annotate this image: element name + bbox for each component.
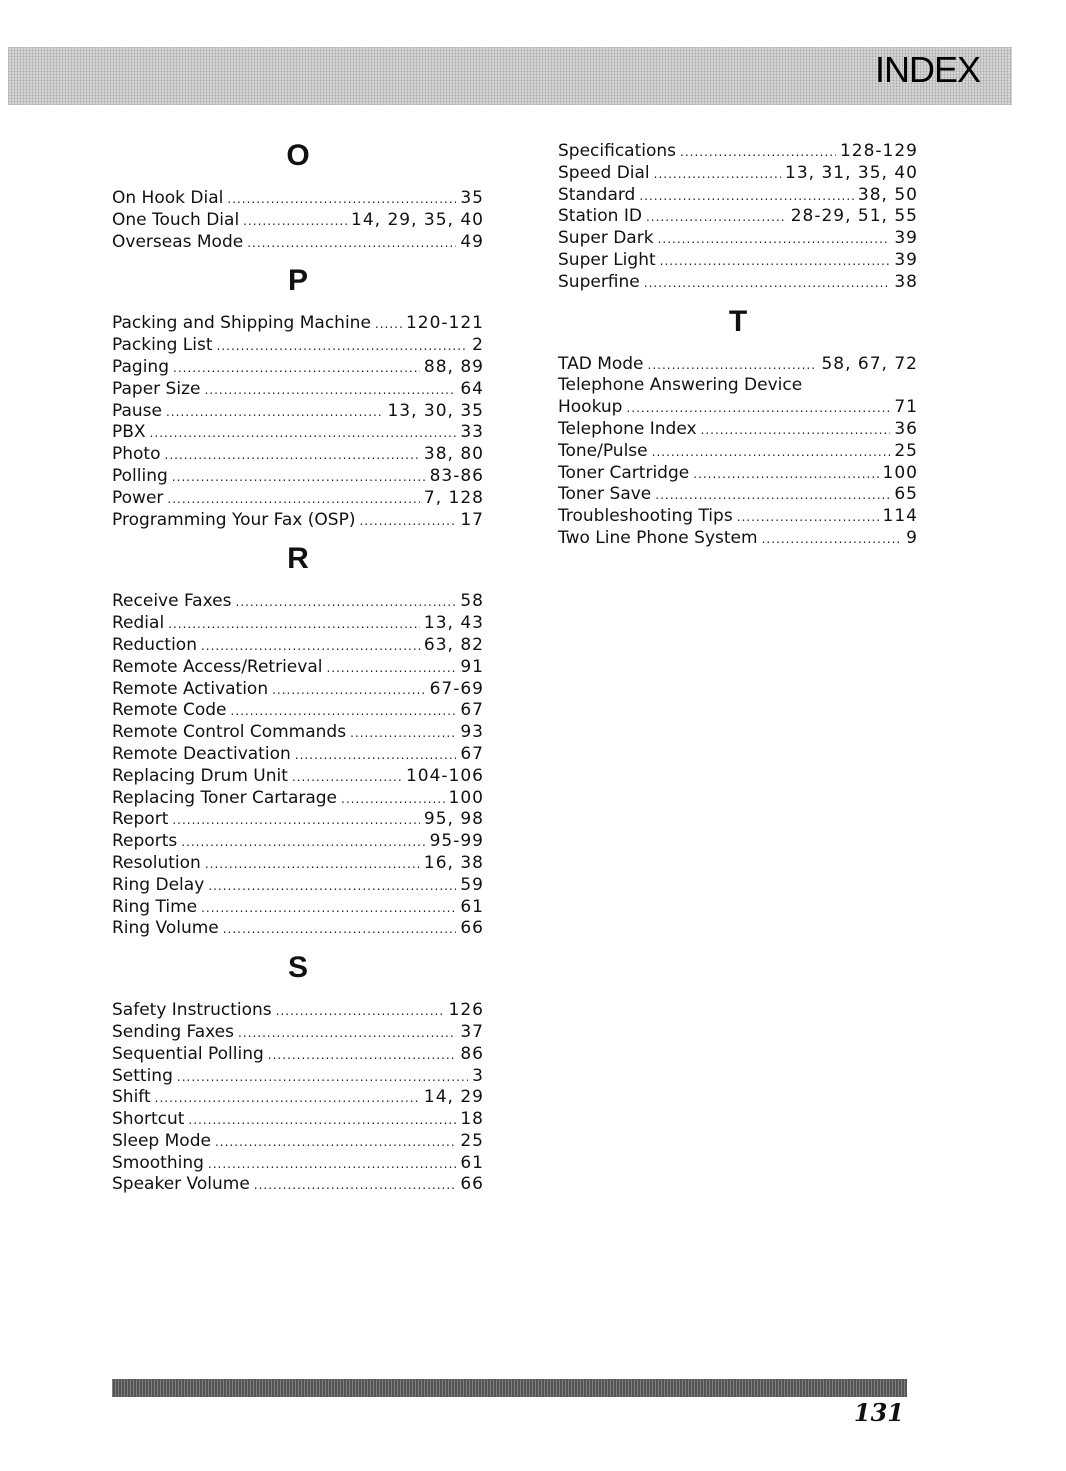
entry-pages: 39 <box>894 249 918 270</box>
index-entry <box>558 354 918 376</box>
entry-term: Polling <box>112 465 168 486</box>
dot-leader <box>238 1023 456 1045</box>
index-entry <box>558 163 918 185</box>
index-entry <box>112 1109 484 1131</box>
entry-pages: 35 <box>460 188 484 208</box>
index-entry <box>558 272 918 294</box>
index-entry <box>112 379 484 401</box>
entry-pages: 36 <box>894 418 918 439</box>
index-entry <box>558 397 918 419</box>
dot-leader <box>254 1175 457 1197</box>
dot-leader <box>359 511 456 533</box>
entry-term: Telephone Index <box>558 418 697 439</box>
index-entry <box>112 188 484 210</box>
entry-pages: 14, 29, 35, 40 <box>351 209 484 230</box>
dot-leader <box>350 723 456 745</box>
entry-term: Toner Cartridge <box>558 462 690 483</box>
index-entry <box>558 228 918 250</box>
entry-pages: 100 <box>448 787 484 808</box>
dot-leader <box>208 1154 456 1176</box>
index-entry <box>112 232 484 254</box>
index-entry <box>112 401 484 423</box>
dot-leader <box>326 658 456 680</box>
dot-leader <box>205 854 420 876</box>
header-bar <box>8 47 1012 105</box>
index-section <box>112 134 484 253</box>
index-column-left <box>112 134 484 1202</box>
entry-term: Super Light <box>558 249 656 270</box>
entry-term: Standard <box>558 184 636 205</box>
dot-leader <box>167 489 420 511</box>
index-entry <box>112 422 484 444</box>
dot-leader <box>272 680 425 702</box>
index-entry <box>112 722 484 744</box>
index-entry <box>112 1066 484 1088</box>
entry-term: On Hook Dial <box>112 188 224 208</box>
index-entry <box>112 788 484 810</box>
entry-term: Remote Activation <box>112 678 269 699</box>
entry-pages: 13, 43 <box>423 613 484 634</box>
index-entry <box>112 1153 484 1175</box>
index-title: INDEX <box>874 49 980 90</box>
entry-term: One Touch Dial <box>112 209 240 230</box>
index-entry <box>112 897 484 919</box>
entry-pages: 65 <box>894 484 918 505</box>
dot-leader <box>626 398 890 420</box>
entry-term: Paper Size <box>112 378 201 399</box>
index-entry <box>112 700 484 722</box>
index-entry <box>558 506 918 528</box>
entry-term: Overseas Mode <box>112 231 244 252</box>
entry-pages: 67-69 <box>429 678 484 699</box>
index-entry <box>558 206 918 228</box>
index-entry <box>112 744 484 766</box>
index-entry <box>558 419 918 441</box>
section-letter: T <box>728 304 748 338</box>
index-section <box>112 946 484 1196</box>
entry-pages: 104-106 <box>405 765 484 786</box>
index-entry <box>112 657 484 679</box>
entry-term: Station ID <box>558 206 642 227</box>
entry-pages: 63, 82 <box>423 634 484 655</box>
dot-leader <box>375 314 402 336</box>
entry-term: Replacing Toner Cartarage <box>112 787 338 808</box>
dot-leader <box>341 789 445 811</box>
entry-term: Telephone Answering Device <box>558 375 803 396</box>
entry-term: PBX <box>112 422 146 443</box>
entry-pages: 13, 31, 35, 40 <box>785 162 918 183</box>
index-entry <box>558 484 918 506</box>
dot-leader <box>165 445 420 467</box>
entry-term: Toner Save <box>558 484 652 505</box>
dot-leader <box>268 1045 457 1067</box>
entry-pages: 7, 128 <box>423 487 484 508</box>
index-entry <box>558 463 918 485</box>
entry-term: Packing and Shipping Machine <box>112 313 371 334</box>
dot-leader <box>658 229 891 251</box>
entry-term: Smoothing <box>112 1152 204 1173</box>
entry-pages: 59 <box>460 874 484 895</box>
entry-pages: 9 <box>906 527 918 548</box>
entry-term: Remote Access/Retrieval <box>112 656 323 677</box>
entry-pages: 38, 50 <box>857 184 918 205</box>
index-entry <box>112 613 484 635</box>
index-section <box>112 259 484 531</box>
entry-term: Redial <box>112 613 165 634</box>
entry-pages: 25 <box>460 1130 484 1151</box>
index-entry <box>112 488 484 510</box>
index-entry <box>558 250 918 272</box>
index-section <box>558 141 918 294</box>
index-entry <box>112 918 484 940</box>
index-entry <box>112 210 484 232</box>
entry-pages: 13, 30, 35 <box>387 400 484 421</box>
dot-leader <box>208 876 456 898</box>
entry-pages: 33 <box>460 422 484 443</box>
dot-leader <box>173 358 420 380</box>
entry-pages: 2 <box>472 335 484 356</box>
footer-bar <box>112 1379 907 1397</box>
dot-leader <box>737 507 879 529</box>
entry-pages: 38 <box>894 271 918 292</box>
entry-pages: 100 <box>882 462 918 483</box>
index-entry <box>112 591 484 613</box>
entry-term: Resolution <box>112 852 201 873</box>
dot-leader <box>217 336 469 358</box>
entry-pages: 128-129 <box>839 141 918 161</box>
index-column-right <box>558 141 918 556</box>
entry-term: Power <box>112 487 164 508</box>
entry-term: Two Line Phone System <box>558 527 758 548</box>
dot-leader <box>243 211 347 233</box>
entry-term: Paging <box>112 356 169 377</box>
entry-term: Superfine <box>558 271 640 292</box>
entry-term: Tone/Pulse <box>558 440 648 461</box>
index-entry <box>558 141 918 163</box>
entry-term: Specifications <box>558 141 677 161</box>
entry-pages: 28-29, 51, 55 <box>790 206 918 227</box>
entry-pages: 83-86 <box>429 465 484 486</box>
dot-leader <box>166 402 383 424</box>
index-entry <box>112 1000 484 1022</box>
entry-pages: 95-99 <box>429 831 484 852</box>
entry-term: Reports <box>112 831 178 852</box>
dot-leader <box>693 464 878 486</box>
dot-leader <box>639 186 854 208</box>
entry-term: Speaker Volume <box>112 1174 250 1195</box>
entry-pages: 66 <box>460 1174 484 1195</box>
entry-pages: 95, 98 <box>423 809 484 830</box>
entry-pages: 126 <box>448 1000 484 1021</box>
entry-pages: 71 <box>894 397 918 418</box>
entry-pages: 93 <box>460 722 484 743</box>
dot-leader <box>646 207 787 229</box>
dot-leader <box>201 898 456 920</box>
page-number: 131 <box>853 1398 904 1427</box>
dot-leader <box>701 420 891 442</box>
entry-pages: 88, 89 <box>423 356 484 377</box>
index-entry <box>112 831 484 853</box>
entry-pages: 86 <box>460 1043 484 1064</box>
entry-pages: 91 <box>460 656 484 677</box>
entry-pages: 38, 80 <box>423 444 484 465</box>
dot-leader <box>215 1132 456 1154</box>
entry-term: Remote Control Commands <box>112 722 347 743</box>
entry-pages: 3 <box>472 1065 484 1086</box>
dot-leader <box>247 233 456 255</box>
index-entry <box>112 853 484 875</box>
dot-leader <box>201 636 420 658</box>
entry-pages: 16, 38 <box>423 852 484 873</box>
index-entry <box>112 1087 484 1109</box>
dot-leader <box>644 273 891 295</box>
index-entry <box>112 313 484 335</box>
entry-pages: 37 <box>460 1021 484 1042</box>
dot-leader <box>155 1088 420 1110</box>
index-entry <box>112 766 484 788</box>
index-entry <box>558 185 918 207</box>
index-entry <box>112 875 484 897</box>
dot-leader <box>188 1110 456 1132</box>
entry-term: Speed Dial <box>558 162 650 183</box>
entry-term: Ring Delay <box>112 874 205 895</box>
entry-term: Packing List <box>112 335 213 356</box>
index-entry <box>112 510 484 532</box>
index-entry <box>112 1174 484 1196</box>
index-entry <box>112 1022 484 1044</box>
section-letter: P <box>287 264 308 298</box>
entry-pages: 61 <box>460 1152 484 1173</box>
dot-leader <box>292 767 402 789</box>
dot-leader <box>660 251 891 273</box>
entry-pages: 120-121 <box>405 313 484 334</box>
entry-term: Super Dark <box>558 228 654 249</box>
entry-term: Troubleshooting Tips <box>558 506 733 527</box>
entry-pages: 49 <box>460 231 484 252</box>
entry-term: Hookup <box>558 397 623 418</box>
entry-pages: 25 <box>894 440 918 461</box>
index-section <box>558 300 918 550</box>
dot-leader <box>168 614 420 636</box>
entry-term: Report <box>112 809 169 830</box>
entry-pages: 114 <box>882 506 918 527</box>
index-entry <box>112 357 484 379</box>
entry-term: Photo <box>112 444 161 465</box>
entry-pages: 64 <box>460 378 484 399</box>
index-entry <box>112 1044 484 1066</box>
entry-term: Remote Code <box>112 700 227 721</box>
entry-term: Programming Your Fax (OSP) <box>112 509 356 530</box>
entry-term: Shift <box>112 1087 151 1108</box>
dot-leader <box>295 745 457 767</box>
index-entry <box>112 335 484 357</box>
entry-pages: 58, 67, 72 <box>821 353 918 374</box>
entry-term: TAD Mode <box>558 353 644 374</box>
index-entry <box>112 809 484 831</box>
dot-leader <box>648 355 818 377</box>
dot-leader <box>227 189 456 211</box>
dot-leader <box>235 592 456 614</box>
index-section <box>112 537 484 940</box>
dot-leader <box>655 485 890 507</box>
section-letter: S <box>287 951 308 985</box>
index-entry <box>112 1131 484 1153</box>
dot-leader <box>652 442 891 464</box>
index-entry <box>112 466 484 488</box>
section-letter: O <box>286 139 310 172</box>
index-entry <box>558 441 918 463</box>
index-entry <box>112 444 484 466</box>
index-entry <box>558 375 918 397</box>
entry-pages: 17 <box>460 509 484 530</box>
entry-term: Setting <box>112 1065 173 1086</box>
dot-leader <box>172 810 420 832</box>
dot-leader <box>762 529 903 551</box>
entry-term: Sequential Polling <box>112 1043 264 1064</box>
entry-term: Safety Instructions <box>112 1000 272 1021</box>
index-entry <box>558 528 918 550</box>
dot-leader <box>654 164 781 186</box>
dot-leader <box>204 380 456 402</box>
entry-pages: 18 <box>460 1109 484 1130</box>
dot-leader <box>172 467 426 489</box>
entry-pages: 66 <box>460 918 484 939</box>
dot-leader <box>177 1067 468 1089</box>
index-entry <box>112 635 484 657</box>
entry-term: Sending Faxes <box>112 1021 234 1042</box>
entry-pages: 67 <box>460 743 484 764</box>
entry-term: Replacing Drum Unit <box>112 765 288 786</box>
entry-term: Ring Volume <box>112 918 219 939</box>
dot-leader <box>680 142 836 164</box>
entry-pages: 58 <box>460 591 484 612</box>
entry-pages: 14, 29 <box>423 1087 484 1108</box>
dot-leader <box>276 1001 445 1023</box>
entry-term: Reduction <box>112 634 197 655</box>
section-letter: R <box>287 542 309 576</box>
dot-leader <box>150 423 457 445</box>
entry-term: Sleep Mode <box>112 1130 211 1151</box>
entry-pages: 61 <box>460 896 484 917</box>
dot-leader <box>181 832 425 854</box>
entry-term: Remote Deactivation <box>112 743 291 764</box>
entry-term: Ring Time <box>112 896 198 917</box>
dot-leader <box>231 701 457 723</box>
entry-term: Receive Faxes <box>112 591 232 612</box>
dot-leader <box>223 919 457 941</box>
entry-pages: 39 <box>894 228 918 249</box>
entry-term: Pause <box>112 400 162 421</box>
entry-term: Shortcut <box>112 1109 185 1130</box>
entry-pages: 67 <box>460 700 484 721</box>
index-entry <box>112 679 484 701</box>
